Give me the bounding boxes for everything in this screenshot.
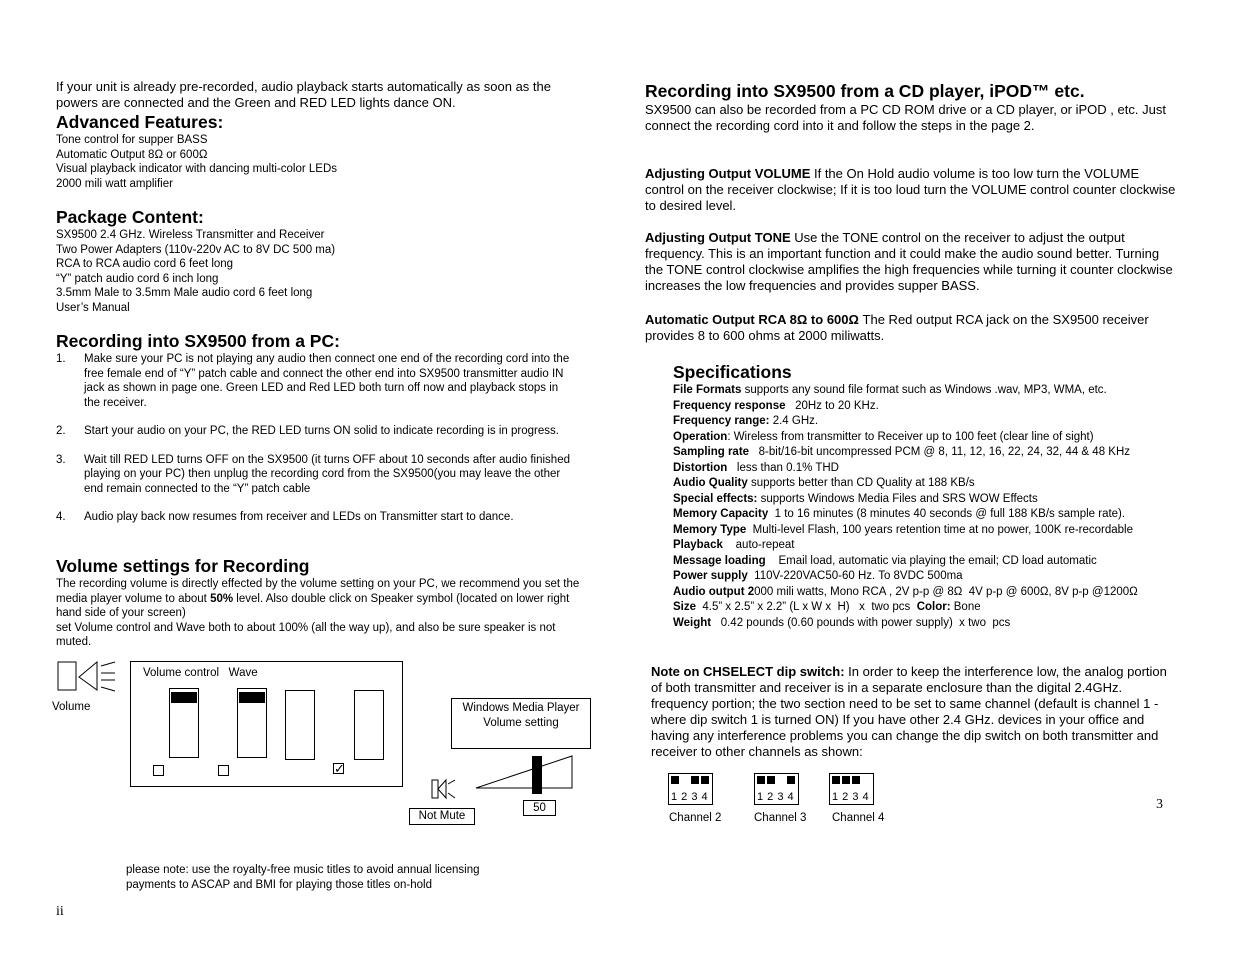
spec-value: Multi-level Flash, 100 years retention time at no power, 100K re-recordable bbox=[746, 523, 1134, 536]
volume-paragraph-2: set Volume control and Wave both to about 100% (all the way up), and also be sure speaker is not muted. bbox=[56, 621, 556, 648]
spec-key: Frequency range: bbox=[673, 415, 770, 427]
package-item: Two Power Adapters (110v-220v AC to 8V DC 500 ma) bbox=[56, 243, 336, 256]
mute-checkbox[interactable] bbox=[153, 765, 164, 776]
intro-paragraph: If your unit is already pre-recorded, audio playback starts automatically as soon as the powers are connected and the Green and RED LED lights dance ON. bbox=[56, 79, 551, 110]
wave-slider[interactable] bbox=[237, 688, 267, 758]
automatic-output-paragraph bbox=[645, 312, 1180, 344]
licensing-note-line-2: payments to ASCAP and BMI for playing those titles on-hold bbox=[126, 879, 432, 891]
wmp-volume-value: 50 bbox=[523, 800, 556, 816]
dip-on bbox=[832, 776, 840, 784]
specifications-heading: Specifications bbox=[673, 362, 792, 382]
spec-key: Weight bbox=[673, 616, 712, 629]
spec-row bbox=[673, 461, 1193, 477]
step-number: 4. bbox=[56, 511, 66, 523]
spec-value: supports Windows Media Files and SRS WOW Effects bbox=[757, 492, 1038, 505]
spec-value: Email load, automatic via playing the email; CD load automatic bbox=[765, 554, 1097, 567]
step-item bbox=[56, 352, 576, 410]
spec-row bbox=[673, 507, 1193, 523]
package-content-heading: Package Content: bbox=[56, 207, 204, 227]
spec-key: Message loading bbox=[673, 554, 766, 567]
step-item bbox=[56, 510, 576, 525]
cd-recording-text: SX9500 can also be recorded from a PC CD ROM drive or a CD player, or iPOD , etc. Just connect the recording cord into it and follow the steps in the page 2. bbox=[645, 102, 1166, 133]
adjusting-tone-title: Adjusting Output TONE bbox=[645, 230, 791, 245]
volume-text: level. Also double click on Speaker symbol (located on lower right hand side of your screen) bbox=[56, 592, 570, 619]
advanced-features-heading: Advanced Features: bbox=[56, 112, 224, 132]
spec-key: Distortion bbox=[673, 461, 728, 474]
dip-switch-channel-3 bbox=[754, 773, 799, 805]
dip-switch-channel-2 bbox=[668, 773, 713, 805]
dip-on bbox=[757, 776, 765, 784]
package-item: “Y” patch audio cord 6 inch long bbox=[56, 272, 219, 285]
dip-on bbox=[842, 776, 850, 784]
dip-on bbox=[671, 776, 679, 784]
spec-row bbox=[673, 430, 1193, 446]
step-text: Make sure your PC is not playing any audio then connect one end of the recording cord into the free female end of “Y” patch cable and connect the other end into SX9500 transmitter audio IN jack as shown in page one. Green LED and Red LED both turn off now and playback stops in the receiver. bbox=[84, 353, 570, 409]
spec-value: 000 mili watts, Mono RCA , 2V p-p @ 8Ω 4V p-p @ 600Ω, 8V p-p @1200Ω bbox=[754, 585, 1138, 598]
small-speaker-icon[interactable] bbox=[428, 776, 458, 806]
dip-switch-title: Note on CHSELECT dip switch: bbox=[651, 664, 845, 679]
spec-row bbox=[673, 569, 1193, 585]
right-page-number: 3 bbox=[1156, 797, 1163, 812]
spec-value: 20Hz to 20 KHz. bbox=[785, 399, 879, 412]
dip-switch-text: In order to keep the interference low, the analog portion of both transmitter and receiver is in a separate enclosure than the digital 2.4GHz. frequency portion; the two section need to be set to same channel (default is channel 1 -where dip switch 1 is turned ON) If you have other 2.4 GHz. devices in your office and having any interference problems you can change the dip switch on both transmitter and receiver to other channels as shown: bbox=[651, 664, 1167, 759]
adjusting-volume-paragraph bbox=[645, 166, 1180, 214]
spec-value: supports better than CD Quality at 188 KB/s bbox=[747, 477, 975, 489]
cd-recording-heading: Recording into SX9500 from a CD player, iPOD™ etc. bbox=[645, 81, 1085, 101]
spec-key: Sampling rate bbox=[673, 446, 750, 458]
spec-value: auto-repeat bbox=[722, 539, 795, 551]
spec-key: Playback bbox=[673, 539, 723, 551]
package-item: SX9500 2.4 GHz. Wireless Transmitter and Receiver bbox=[56, 229, 325, 241]
dip-on bbox=[852, 776, 860, 784]
spec-row bbox=[673, 523, 1193, 539]
spec-key: Power supply bbox=[673, 570, 748, 582]
spec-value: 110V-220VAC50-60 Hz. To 8VDC 500ma bbox=[747, 570, 963, 582]
spec-row bbox=[673, 414, 1193, 430]
pc-recording-section bbox=[56, 330, 576, 539]
spec-key: Audio Quality bbox=[673, 477, 748, 489]
speaker-icon bbox=[57, 661, 119, 693]
dip-on bbox=[787, 776, 795, 784]
automatic-output-title: Automatic Output RCA 8Ω to 600Ω bbox=[645, 312, 859, 327]
step-number: 1. bbox=[56, 353, 66, 365]
spec-row bbox=[673, 538, 1193, 554]
package-item: RCA to RCA audio cord 6 feet long bbox=[56, 258, 234, 270]
step-number: 3. bbox=[56, 453, 66, 466]
adjusting-volume-title: Adjusting Output VOLUME bbox=[645, 166, 811, 181]
dip-switch-note bbox=[651, 664, 1181, 760]
left-page-number: ii bbox=[56, 904, 64, 919]
pc-recording-heading: Recording into SX9500 from a PC: bbox=[56, 331, 340, 351]
slider-knob[interactable] bbox=[239, 692, 265, 703]
not-mute-label: Not Mute bbox=[409, 808, 475, 825]
spec-value: 0.42 pounds (0.60 pounds with power supply) x two pcs bbox=[711, 616, 1011, 629]
volume-percent: 50% bbox=[210, 592, 234, 605]
wmp-label: Windows Media Player bbox=[462, 702, 580, 714]
spec-value: 8-bit/16-bit uncompressed PCM @ 8, 11, 12, 16, 22, 24, 32, 44 & 48 KHz bbox=[749, 446, 1131, 458]
feature-item: Visual playback indicator with dancing multi-color LEDs bbox=[56, 163, 338, 175]
spec-value: 4.5” x 2.5” x 2.2” (L x W x H) x two pcs bbox=[696, 601, 917, 613]
spec-key: Color: bbox=[916, 601, 951, 613]
spec-row bbox=[673, 554, 1193, 570]
spec-value: 1 to 16 minutes (8 minutes 40 seconds @ full 188 KB/s sample rate). bbox=[768, 508, 1126, 520]
spec-row bbox=[673, 445, 1193, 461]
volume-paragraph-1 bbox=[56, 577, 591, 621]
specifications-section bbox=[673, 361, 1193, 631]
mixer-label: Volume control Wave bbox=[143, 667, 258, 679]
dip-numbers: 1 2 3 4 bbox=[757, 791, 795, 803]
step-text: Audio play back now resumes from receiver and LEDs on Transmitter start to dance. bbox=[84, 511, 514, 523]
spec-value: less than 0.1% THD bbox=[727, 461, 839, 474]
dip-numbers: 1 2 3 4 bbox=[832, 791, 870, 803]
volume-control-slider[interactable] bbox=[169, 688, 199, 758]
spec-row bbox=[673, 492, 1193, 508]
feature-item: Tone control for supper BASS bbox=[56, 134, 208, 146]
volume-mixer-panel bbox=[130, 661, 403, 787]
spec-row bbox=[673, 399, 1193, 415]
spec-key: Frequency response bbox=[673, 399, 786, 412]
checked-checkbox[interactable]: ✓ bbox=[334, 761, 345, 776]
dip-switch-channel-4 bbox=[829, 773, 874, 805]
spec-key: Size bbox=[673, 601, 697, 613]
step-text: Start your audio on your PC, the RED LED turns ON solid to indicate recording is in progress. bbox=[84, 425, 559, 437]
package-content-section bbox=[56, 206, 586, 315]
channel-label: Channel 2 bbox=[669, 812, 722, 824]
volume-label: Volume bbox=[52, 701, 91, 713]
slider-empty[interactable] bbox=[354, 690, 384, 760]
spec-key: File Formats bbox=[673, 384, 742, 396]
dip-on bbox=[701, 776, 709, 784]
pc-steps-list bbox=[56, 352, 576, 525]
cd-recording-section bbox=[645, 80, 1185, 134]
package-item: 3.5mm Male to 3.5mm Male audio cord 6 feet long bbox=[56, 287, 313, 299]
slider-empty[interactable] bbox=[285, 690, 315, 760]
spec-value: 2.4 GHz. bbox=[769, 415, 819, 427]
spec-key: Special effects: bbox=[673, 492, 758, 505]
volume-ramp-slider[interactable] bbox=[474, 754, 574, 796]
step-item bbox=[56, 453, 576, 497]
mute-checkbox[interactable] bbox=[218, 765, 229, 776]
adjusting-volume-text: If the On Hold audio volume is too low turn the VOLUME control on the receiver clockwise; If it is too loud turn the VOLUME control counter clockwise to desired level. bbox=[645, 166, 1176, 213]
feature-item: 2000 mili watt amplifier bbox=[56, 177, 173, 190]
spec-value: : Wireless from transmitter to Receiver up to 100 feet (clear line of sight) bbox=[727, 430, 1094, 443]
spec-row bbox=[673, 383, 1193, 399]
dip-on bbox=[767, 776, 775, 784]
spec-value: supports any sound file format such as Windows .wav, MP3, WMA, etc. bbox=[741, 384, 1107, 396]
wmp-volume-box bbox=[451, 698, 591, 749]
dip-numbers: 1 2 3 4 bbox=[671, 791, 709, 803]
channel-label: Channel 3 bbox=[754, 812, 807, 824]
adjusting-tone-paragraph bbox=[645, 230, 1180, 294]
licensing-note-line-1: please note: use the royalty-free music titles to avoid annual licensing bbox=[126, 864, 480, 876]
step-text: Wait till RED LED turns OFF on the SX9500 (it turns OFF about 10 seconds after audio finished playing on your PC) then unplug the recording cord from the SX9500(you may leave the other end remain connected to the “Y” patch cable bbox=[84, 453, 570, 495]
channel-label: Channel 4 bbox=[832, 812, 885, 824]
adjusting-tone-text: Use the TONE control on the receiver to adjust the output frequency. This is an important function and it could make the audio sound better. Turning the TONE control clockwise amplifies the high frequencies while turning it counter clockwise increases the low frequencies and provides supper BASS. bbox=[645, 230, 1173, 293]
advanced-features-section bbox=[56, 111, 586, 191]
step-item bbox=[56, 424, 576, 439]
automatic-output-text: The Red output RCA jack on the SX9500 receiver provides 8 to 600 ohms at 2000 miliwatts. bbox=[645, 312, 1149, 343]
spec-key: Memory Type bbox=[673, 523, 747, 536]
feature-item: Automatic Output 8Ω or 600Ω bbox=[56, 148, 208, 161]
slider-knob[interactable] bbox=[171, 692, 197, 703]
spec-value: Bone bbox=[950, 601, 981, 613]
spec-key: Memory Capacity bbox=[673, 508, 769, 520]
spec-row bbox=[673, 585, 1193, 601]
spec-key: Audio output 2 bbox=[673, 585, 755, 598]
step-number: 2. bbox=[56, 425, 66, 437]
package-item: User’s Manual bbox=[56, 301, 130, 314]
spec-row bbox=[673, 476, 1193, 492]
spec-key: Operation bbox=[673, 430, 728, 443]
volume-settings-heading: Volume settings for Recording bbox=[56, 556, 310, 576]
dip-on bbox=[691, 776, 699, 784]
wmp-label: Volume setting bbox=[483, 716, 559, 729]
spec-row bbox=[673, 616, 1193, 632]
volume-settings-section bbox=[56, 555, 591, 650]
spec-row bbox=[673, 600, 1193, 616]
volume-text: The recording volume is directly effected by the volume setting on your PC, we recommend you set the media player volume to about bbox=[56, 578, 580, 605]
